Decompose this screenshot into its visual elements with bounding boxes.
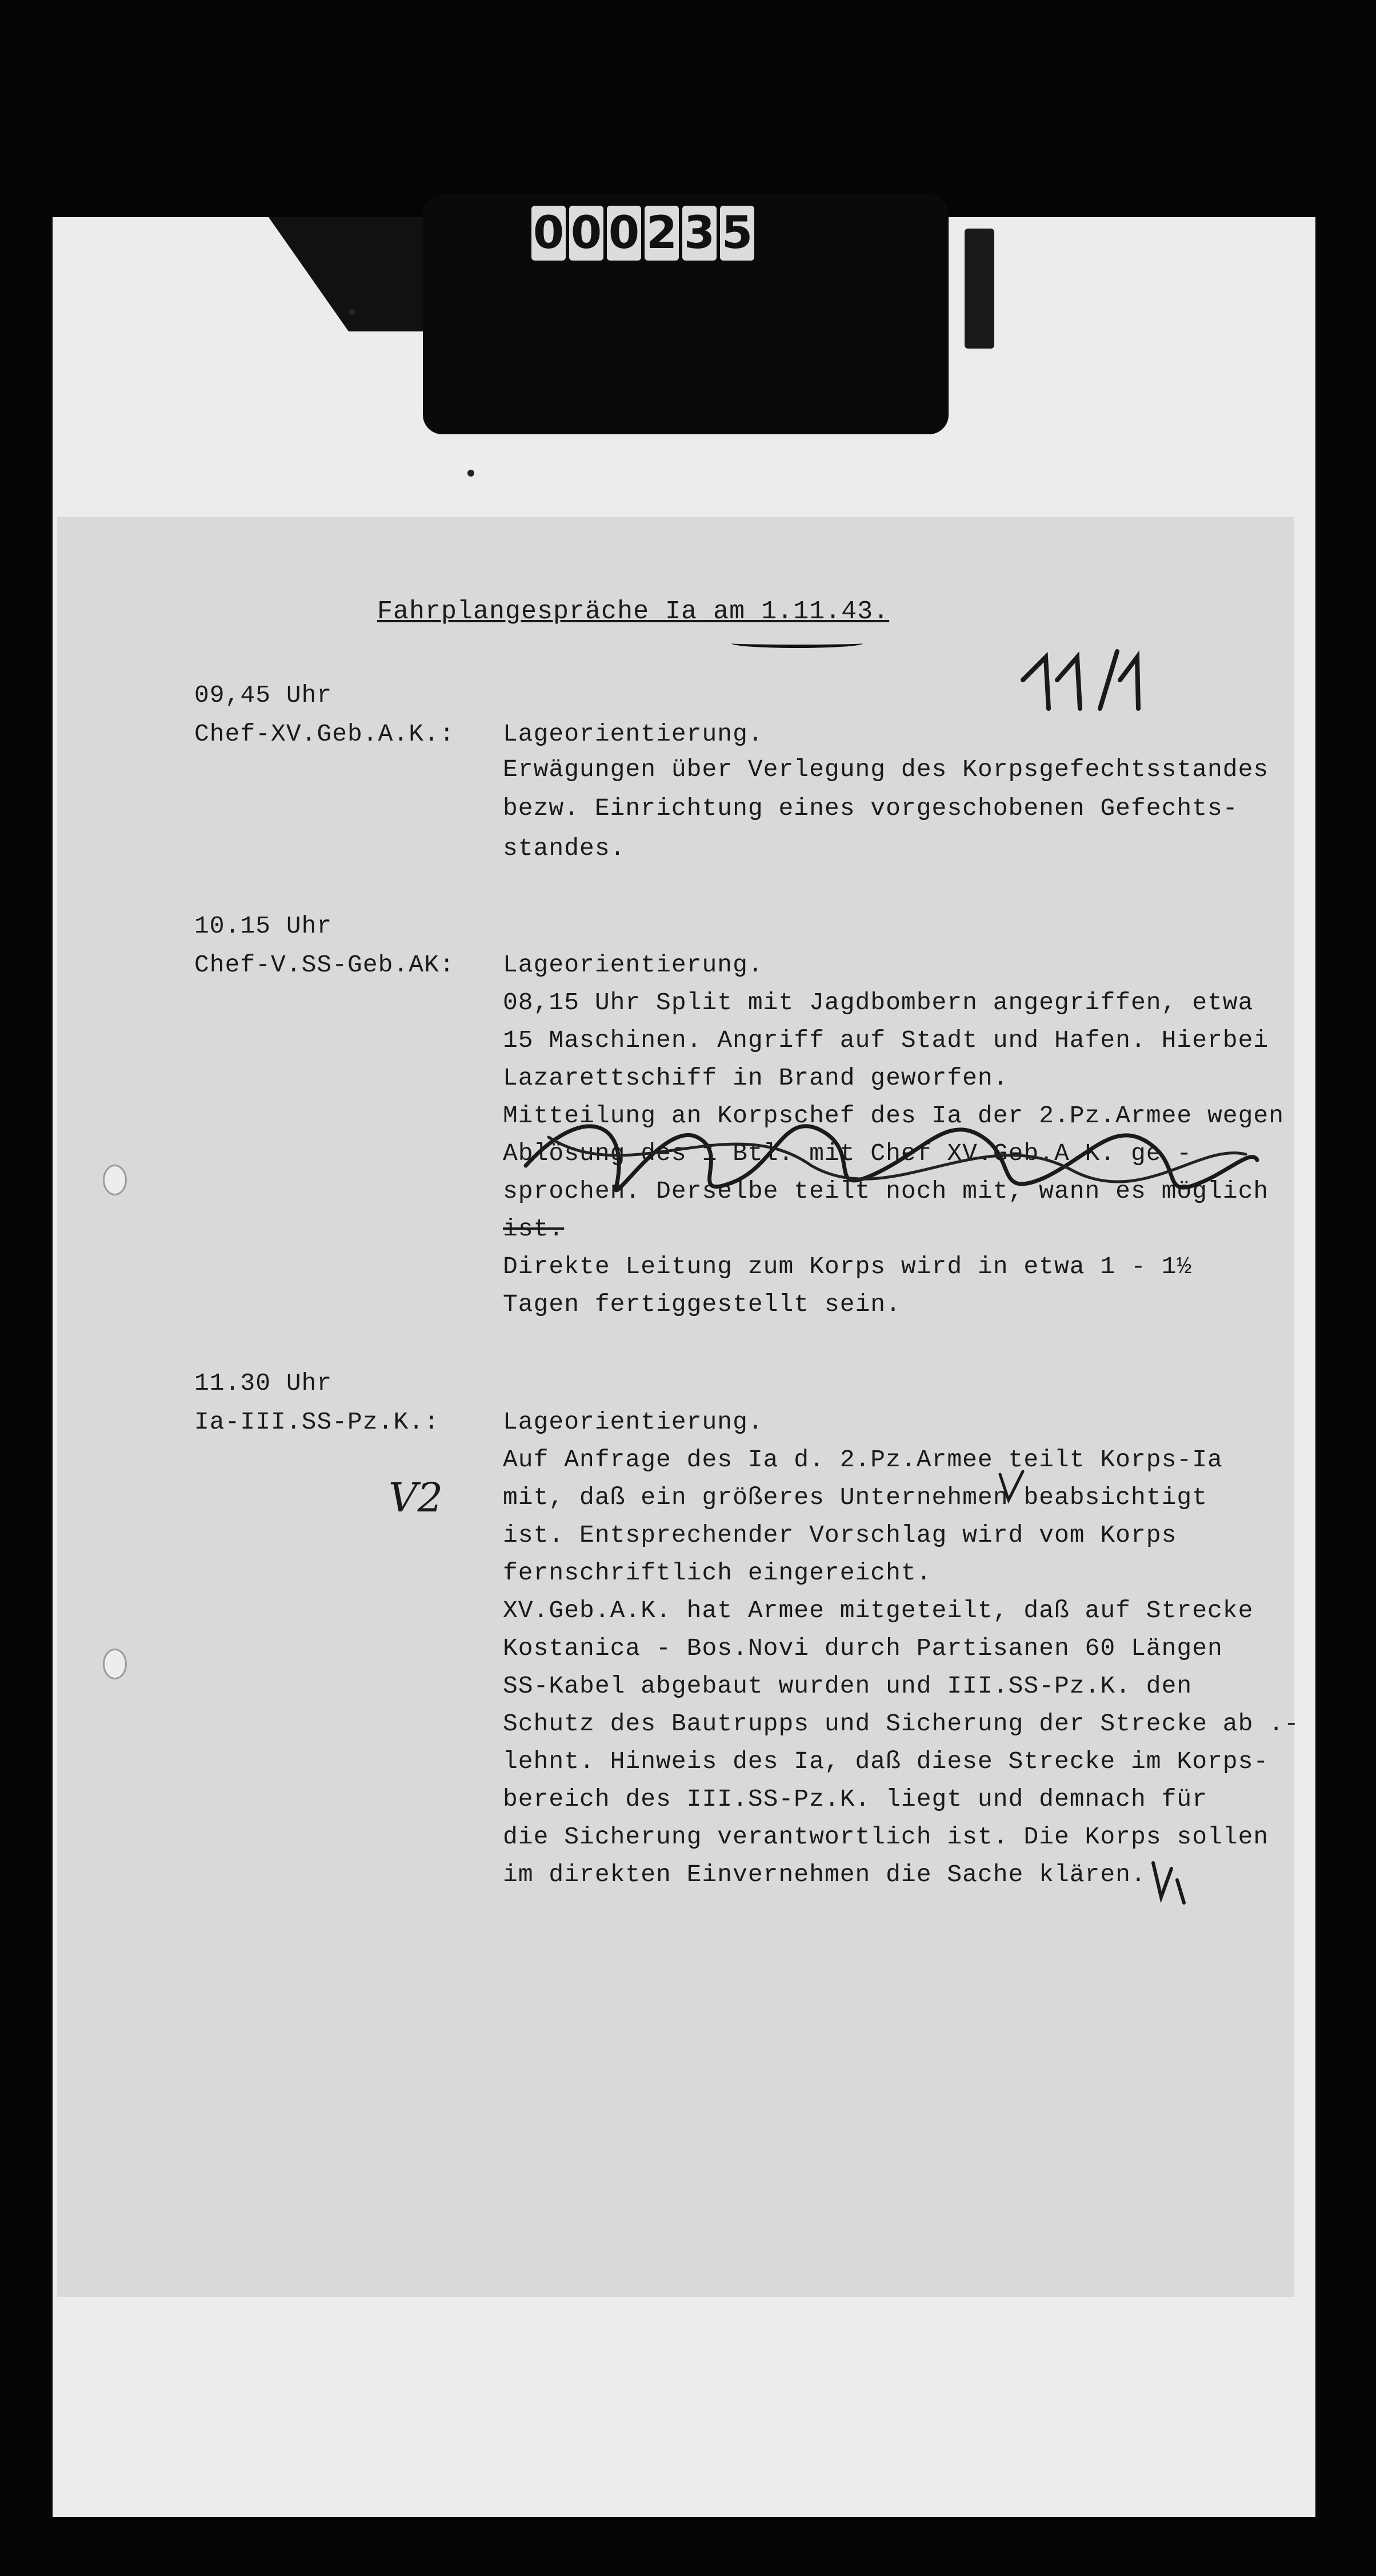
paper-speck: [467, 470, 474, 477]
entry-line: ist.: [503, 1215, 565, 1243]
entry-line: Lageorientierung.: [503, 951, 763, 979]
entry-line: Tagen fertiggestellt sein.: [503, 1290, 901, 1318]
document-title: Fahrplangespräche Ia am 1.11.43.: [377, 597, 890, 626]
frame-counter: [531, 206, 754, 263]
entry-caller: Chef-V.SS-Geb.AK:: [194, 951, 455, 979]
entry-line: Lazarettschiff in Brand geworfen.: [503, 1064, 1009, 1092]
entry-caller: Ia-III.SS-Pz.K.:: [194, 1408, 439, 1436]
entry-line: Mitteilung an Korpschef des Ia der 2.Pz.Armee wegen: [503, 1102, 1285, 1130]
entry-line: standes.: [503, 834, 626, 862]
counter-digit: 2: [645, 206, 679, 261]
paper-speck: [349, 309, 355, 315]
entry-line: lehnt. Hinweis des Ia, daß diese Strecke im Korps-: [503, 1747, 1269, 1775]
counter-digit: 0: [607, 206, 641, 261]
entry-time: 09,45 Uhr: [194, 681, 333, 709]
entry-line: 08,15 Uhr Split mit Jagdbombern angegriffen, etwa: [503, 989, 1254, 1017]
entry-line: bereich des III.SS-Pz.K. liegt und demnach für: [503, 1785, 1207, 1813]
entry-line: 15 Maschinen. Angriff auf Stadt und Hafen. Hierbei: [503, 1026, 1269, 1054]
check-mark: [994, 1469, 1034, 1509]
title-underline-stroke: [731, 639, 863, 648]
counter-digit: 5: [720, 206, 754, 261]
handwritten-page-mark: [1017, 646, 1154, 720]
entry-line: Schutz des Bautrupps und Sicherung der Strecke ab .-: [503, 1710, 1299, 1738]
entry-line: Lageorientierung.: [503, 1408, 763, 1436]
document-page: [57, 517, 1294, 2297]
entry-line: sprochen. Derselbe teilt noch mit, wann es möglich: [503, 1177, 1269, 1205]
check-mark: [1149, 1857, 1194, 1909]
punch-hole: [103, 1165, 127, 1195]
entry-line: im direkten Einvernehmen die Sache klären.: [503, 1861, 1146, 1889]
entry-line: Kostanica - Bos.Novi durch Partisanen 60 Längen: [503, 1634, 1223, 1662]
entry-caller: Chef-XV.Geb.A.K.:: [194, 720, 455, 748]
entry-line: ist. Entsprechender Vorschlag wird vom Korps: [503, 1521, 1177, 1549]
counter-digit: 0: [569, 206, 603, 261]
margin-note: V2: [389, 1474, 443, 1521]
entry-line: Auf Anfrage des Ia d. 2.Pz.Armee teilt Korps-Ia: [503, 1446, 1223, 1474]
entry-line: Lageorientierung.: [503, 720, 763, 748]
entry-line: Direkte Leitung zum Korps wird in etwa 1 - 1½: [503, 1253, 1193, 1281]
entry-line: Ablösung des 1 Btl. mit Chef XV.Geb.A.K. ge -: [503, 1139, 1193, 1167]
entry-line: XV.Geb.A.K. hat Armee mitgeteilt, daß auf Strecke: [503, 1597, 1254, 1625]
handwritten-scribble: [514, 1086, 1269, 1217]
counter-digit: 3: [682, 206, 717, 261]
entry-line: mit, daß ein größeres Unternehmen beabsichtigt: [503, 1483, 1207, 1511]
entry-line: bezw. Einrichtung eines vorgeschobenen Gefechts-: [503, 794, 1238, 822]
entry-time: 11.30 Uhr: [194, 1369, 333, 1397]
clip-post: [965, 229, 994, 349]
entry-line: Erwägungen über Verlegung des Korpsgefechtsstandes: [503, 755, 1269, 783]
punch-hole: [103, 1649, 127, 1679]
entry-line: die Sicherung verantwortlich ist. Die Korps sollen: [503, 1823, 1269, 1851]
counter-digit: 0: [531, 206, 566, 261]
entry-time: 10.15 Uhr: [194, 912, 333, 940]
entry-line: fernschriftlich eingereicht.: [503, 1559, 932, 1587]
entry-line: SS-Kabel abgebaut wurden und III.SS-Pz.K. den: [503, 1672, 1193, 1700]
